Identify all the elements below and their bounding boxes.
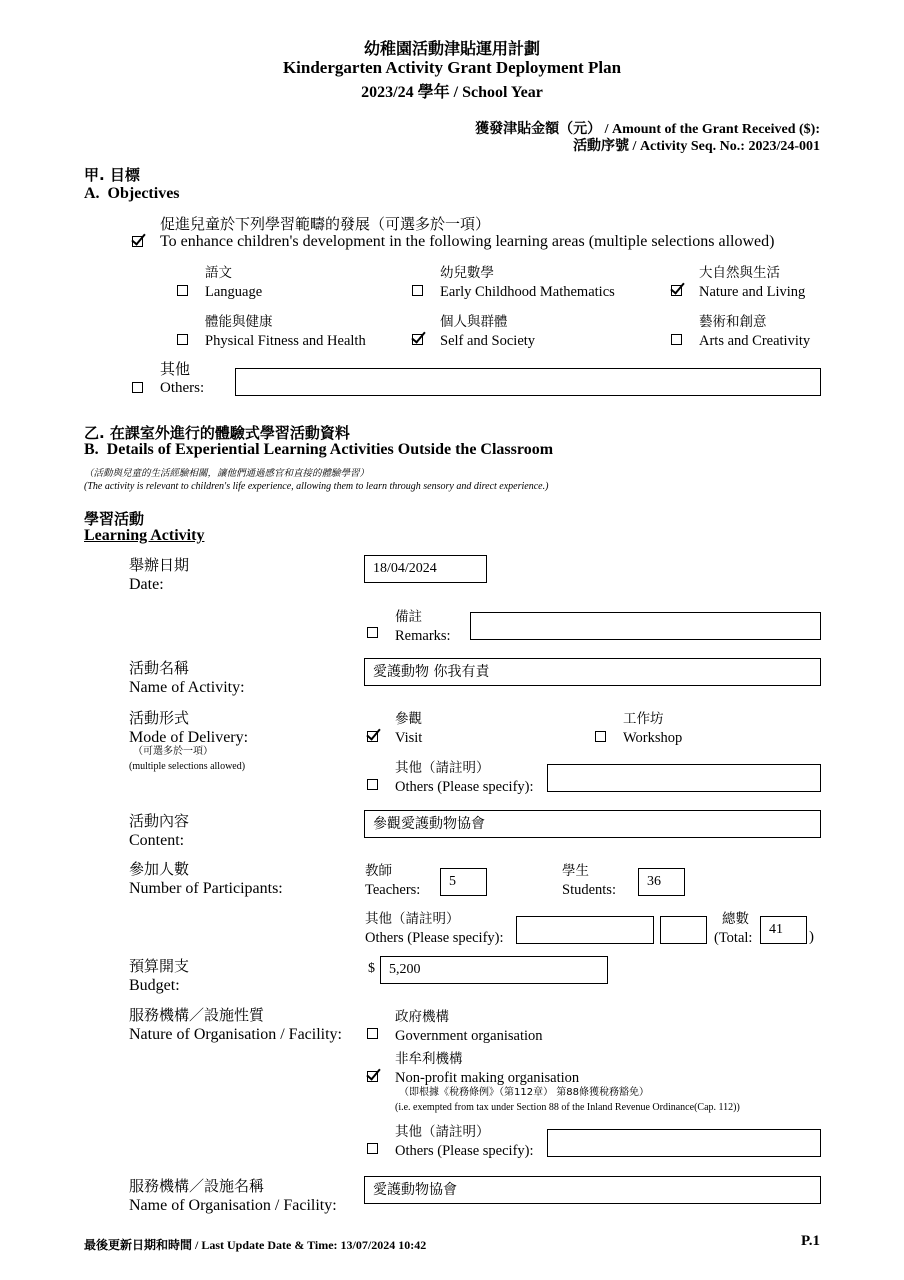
budget-field[interactable]: 5,200 xyxy=(380,956,608,984)
participants-other-count-field[interactable] xyxy=(660,916,707,944)
visit-label: 參觀 Visit xyxy=(395,711,423,746)
teachers-field[interactable]: 5 xyxy=(440,868,487,896)
content-label: 活動內容 Content: xyxy=(129,812,190,849)
nature-label: 服務機構／設施性質 Nature of Organisation / Facility: xyxy=(129,1006,342,1043)
org-name-field[interactable]: 愛護動物協會 xyxy=(364,1176,821,1204)
activity-name-field[interactable]: 愛護動物 你我有責 xyxy=(364,658,821,686)
objective-checkbox[interactable] xyxy=(132,236,143,247)
mode-note-zh: （可選多於一項） xyxy=(133,746,213,757)
budget-label: 預算開支 Budget: xyxy=(129,957,190,994)
nature-other-checkbox[interactable] xyxy=(367,1143,378,1154)
area-nature-checkbox[interactable] xyxy=(671,285,682,296)
school-year: 2023/24 學年 / School Year xyxy=(361,84,543,101)
participants-other-field[interactable] xyxy=(516,916,654,944)
page-number: P.1 xyxy=(800,1233,820,1249)
area-language-label: 語文 Language xyxy=(205,265,263,300)
section-b-heading-zh: 乙. 在課室外進行的體驗式學習活動資料 xyxy=(84,424,350,442)
total-close-paren: ) xyxy=(809,929,814,945)
section-b-note-en: (The activity is relevant to children's life experience, allowing them to learn through sensory and direct experience.) xyxy=(84,481,549,492)
mode-other-checkbox[interactable] xyxy=(367,779,378,790)
content-field[interactable]: 參觀愛護動物協會 xyxy=(364,810,821,838)
last-update: 最後更新日期和時間 / Last Update Date & Time: 13/07/2024 10:42 xyxy=(84,1238,427,1252)
gov-checkbox[interactable] xyxy=(367,1028,378,1039)
npo-note-zh: （即根據《稅務條例》（第112章） 第88條獲稅務豁免） xyxy=(399,1087,649,1098)
area-nature-label: 大自然與生活 Nature and Living xyxy=(699,265,806,300)
objective-en: To enhance children's development in the following learning areas (multiple selections allowed) xyxy=(160,233,775,250)
mode-label: 活動形式 Mode of Delivery: xyxy=(129,709,249,746)
mode-other-field[interactable] xyxy=(547,764,821,792)
visit-checkbox[interactable] xyxy=(367,731,378,742)
activity-name-label: 活動名稱 Name of Activity: xyxy=(129,659,245,696)
date-label: 舉辦日期 Date: xyxy=(129,556,190,593)
learning-activity-en: Learning Activity xyxy=(84,527,205,544)
workshop-checkbox[interactable] xyxy=(595,731,606,742)
nature-other-field[interactable] xyxy=(547,1129,821,1157)
nature-other-label: 其他（請註明） Others (Please specify): xyxy=(395,1124,534,1159)
section-b-note-zh: （活動與兒童的生活經驗相關，讓他們通過感官和直接的體驗學習） xyxy=(84,468,370,479)
area-math-checkbox[interactable] xyxy=(412,285,423,296)
area-self-checkbox[interactable] xyxy=(412,334,423,345)
area-physical-label: 體能與健康 Physical Fitness and Health xyxy=(205,314,366,349)
area-language-checkbox[interactable] xyxy=(177,285,188,296)
remarks-field[interactable] xyxy=(470,612,821,640)
remarks-label: 備註 Remarks: xyxy=(395,609,451,644)
npo-note-en: (i.e. exempted from tax under Section 88 of the Inland Revenue Ordinance(Cap. 112)) xyxy=(395,1102,740,1113)
area-physical-checkbox[interactable] xyxy=(177,334,188,345)
title-zh: 幼稚園活動津貼運用計劃 xyxy=(363,39,540,58)
npo-label: 非牟利機構 Non-profit making organisation xyxy=(395,1051,580,1086)
area-self-label: 個人與群體 Self and Society xyxy=(440,314,536,349)
date-field[interactable]: 18/04/2024 xyxy=(364,555,487,583)
section-b-heading-en: B. Details of Experiential Learning Activities Outside the Classroom xyxy=(84,441,554,458)
total-field[interactable]: 41 xyxy=(760,916,807,944)
objective-others-checkbox[interactable] xyxy=(132,382,143,393)
objective-others-field[interactable] xyxy=(235,368,821,396)
participants-other-label: 其他（請註明） Others (Please specify): xyxy=(365,911,504,946)
students-field[interactable]: 36 xyxy=(638,868,685,896)
area-arts-label: 藝術和創意 Arts and Creativity xyxy=(699,314,811,349)
total-label: 總數 (Total: xyxy=(714,911,753,946)
learning-activity-zh: 學習活動 xyxy=(84,510,145,528)
area-arts-checkbox[interactable] xyxy=(671,334,682,345)
npo-checkbox[interactable] xyxy=(367,1071,378,1082)
mode-other-label: 其他（請註明） Others (Please specify): xyxy=(395,760,534,795)
gov-label: 政府機構 Government organisation xyxy=(395,1009,543,1044)
workshop-label: 工作坊 Workshop xyxy=(623,711,683,746)
title-en: Kindergarten Activity Grant Deployment Plan xyxy=(282,58,622,77)
objective-zh: 促進兒童於下列學習範疇的發展（可選多於一項） xyxy=(160,215,491,233)
org-name-label: 服務機構／設施名稱 Name of Organisation / Facility: xyxy=(129,1177,337,1214)
participants-label: 參加人數 Number of Participants: xyxy=(129,860,283,897)
budget-currency: $ xyxy=(368,961,375,976)
mode-note-en: (multiple selections allowed) xyxy=(129,761,246,772)
objective-others-label: 其他 Others: xyxy=(160,360,205,396)
section-a-heading-en: A. Objectives xyxy=(84,185,180,202)
area-math-label: 幼兒數學 Early Childhood Mathematics xyxy=(440,265,615,300)
grant-amount-label: 獲發津貼金額（元） / Amount of the Grant Received ($): xyxy=(475,122,820,137)
students-label: 學生 Students: xyxy=(562,863,616,898)
teachers-label: 教師 Teachers: xyxy=(365,863,421,898)
section-a-heading-zh: 甲. 目標 xyxy=(84,166,140,184)
activity-seq-no: 活動序號 / Activity Seq. No.: 2023/24-001 xyxy=(573,139,820,154)
remarks-checkbox[interactable] xyxy=(367,627,378,638)
